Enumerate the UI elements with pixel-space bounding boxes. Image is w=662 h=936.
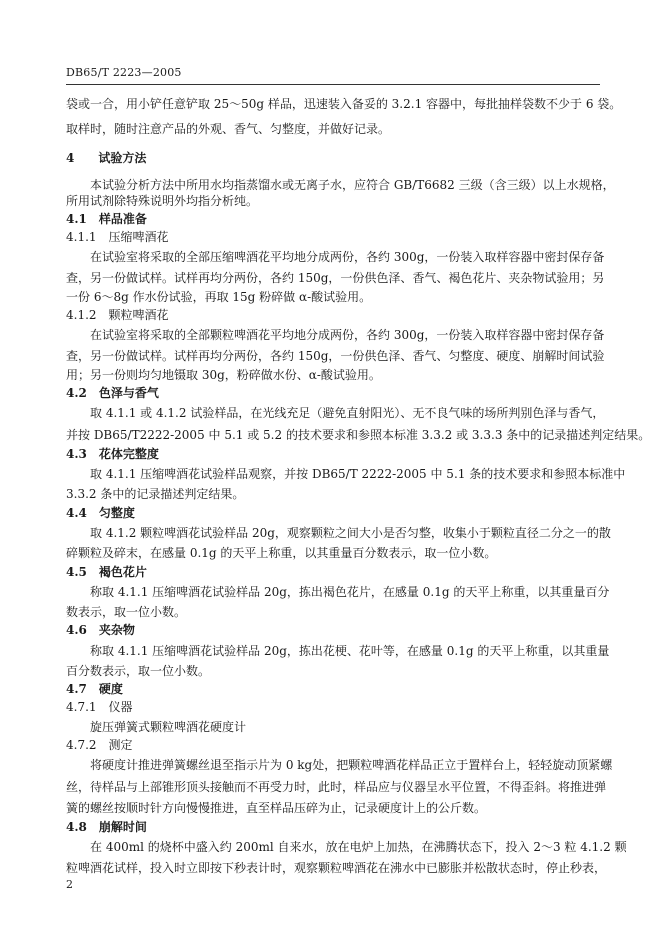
text-line: 取 4.1.1 或 4.1.2 试验样品，在光线充足（避免直射阳光）、无不良气味的场所判别色泽与香气，	[90, 406, 605, 420]
section-heading: 4.7 硬度	[66, 682, 123, 696]
text-line: 百分数表示，取一位小数。	[66, 664, 211, 678]
text-line: 在试验室将采取的全部压缩啤酒花平均地分成两份，各约 300g，一份装入取样容器中密封保存备	[90, 250, 605, 264]
subsection-heading: 4.7.2 测定	[66, 738, 133, 752]
section-heading: 4.6 夹杂物	[66, 623, 135, 637]
text-line: 称取 4.1.1 压缩啤酒花试验样品 20g，拣出花梗、花叶等，在感量 0.1g 的天平上称重，以其重量	[90, 644, 610, 658]
text-line: 称取 4.1.1 压缩啤酒花试验样品 20g，拣出褐色花片，在感量 0.1g 的天平上称重，以其重量百分	[90, 585, 610, 599]
text-line: 碎颗粒及碎末，在感量 0.1g 的天平上称重，以其重量百分数表示，取一位小数。	[66, 546, 497, 560]
text-line: 在试验室将采取的全部颗粒啤酒花平均地分成两份，各约 300g，一份装入取样容器中密封保存备	[90, 328, 605, 342]
text-line: 簧的螺丝按顺时针方向慢慢推进，直至样品压碎为止，记录硬度计上的公斤数。	[66, 801, 487, 815]
text-line: 用；另一份则均匀地镊取 30g，粉碎做水份、α-酸试验用。	[66, 368, 381, 382]
section-heading: 4.1 样品准备	[66, 212, 147, 226]
text-line: 3.3.2 条中的记录描述判定结果。	[66, 487, 245, 501]
text-line: 所用试剂除特殊说明外均指分析纯。	[66, 194, 259, 208]
subsection-heading: 4.1.1 压缩啤酒花	[66, 230, 169, 244]
text-line: 取样时，随时注意产品的外观、香气、匀整度，并做好记录。	[66, 122, 391, 136]
subsection-heading: 4.1.2 颗粒啤酒花	[66, 308, 169, 322]
section-heading: 4.8 崩解时间	[66, 820, 147, 834]
text-line: 查，另一份做试样。试样再均分两份，各约 150g，一份供色泽、香气、褐色花片、夹杂物试验用；另	[66, 271, 605, 285]
text-line: 一份 6～8g 作水份试验，再取 15g 粉碎做 α-酸试验用。	[66, 290, 372, 304]
text-line: 查，另一份做试样。试样再均分两份，各约 150g，一份供色泽、香气、匀整度、硬度、崩解时间试验	[66, 349, 605, 363]
section-heading: 4.3 花体完整度	[66, 447, 159, 461]
section-heading: 4 试验方法	[66, 151, 147, 165]
text-line: 数表示，取一位小数。	[66, 605, 187, 619]
section-heading: 4.2 色泽与香气	[66, 386, 159, 400]
text-line: 取 4.1.1 压缩啤酒花试验样品观察，并按 DB65/T 2222-2005 中 5.1 条的技术要求和参照本标准中	[90, 467, 626, 481]
text-line: 本试验分析方法中所用水均指蒸馏水或无离子水，应符合 GB/T6682 三级（含三级）以上水规格，	[90, 178, 615, 192]
text-line: 在 400ml 的烧杯中盛入约 200ml 自来水，放在电炉上加热，在沸腾状态下，投入 2～3 粒 4.1.2 颗	[90, 840, 627, 854]
text-line: 旋压弹簧式颗粒啤酒花硬度计	[90, 720, 247, 734]
page-number: 2	[66, 878, 73, 891]
section-heading: 4.5 褐色花片	[66, 565, 147, 579]
text-line: 丝，待样品与上部锥形顶头接触而不再受力时，此时，样品应与仪器呈水平位置，不得歪斜。将推进弹	[66, 780, 607, 794]
header-rule	[66, 84, 600, 85]
text-line: 取 4.1.2 颗粒啤酒花试验样品 20g，观察颗粒之间大小是否匀整，收集小于颗粒直径二分之一的散	[90, 526, 611, 540]
text-line: 将硬度计推进弹簧螺丝退至指示片为 0 kg处，把颗粒啤酒花样品正立于置样台上，轻轻旋动顶紧螺	[90, 758, 613, 772]
subsection-heading: 4.7.1 仪器	[66, 700, 133, 714]
section-heading: 4.4 匀整度	[66, 506, 135, 520]
text-line: 粒啤酒花试样，投入时立即按下秒表计时，观察颗粒啤酒花在沸水中已膨胀并松散状态时，停止秒表，	[66, 861, 607, 875]
text-line: 并按 DB65/T2222-2005 中 5.1 或 5.2 的技术要求和参照本标准 3.3.2 或 3.3.3 条中的记录描述判定结果。	[66, 428, 651, 442]
text-line: 袋或一合，用小铲任意铲取 25～50g 样品，迅速装入备妥的 3.2.1 容器中，每批抽样袋数不少于 6 袋。	[66, 97, 622, 111]
document-number: DB65/T 2223—2005	[66, 66, 182, 79]
